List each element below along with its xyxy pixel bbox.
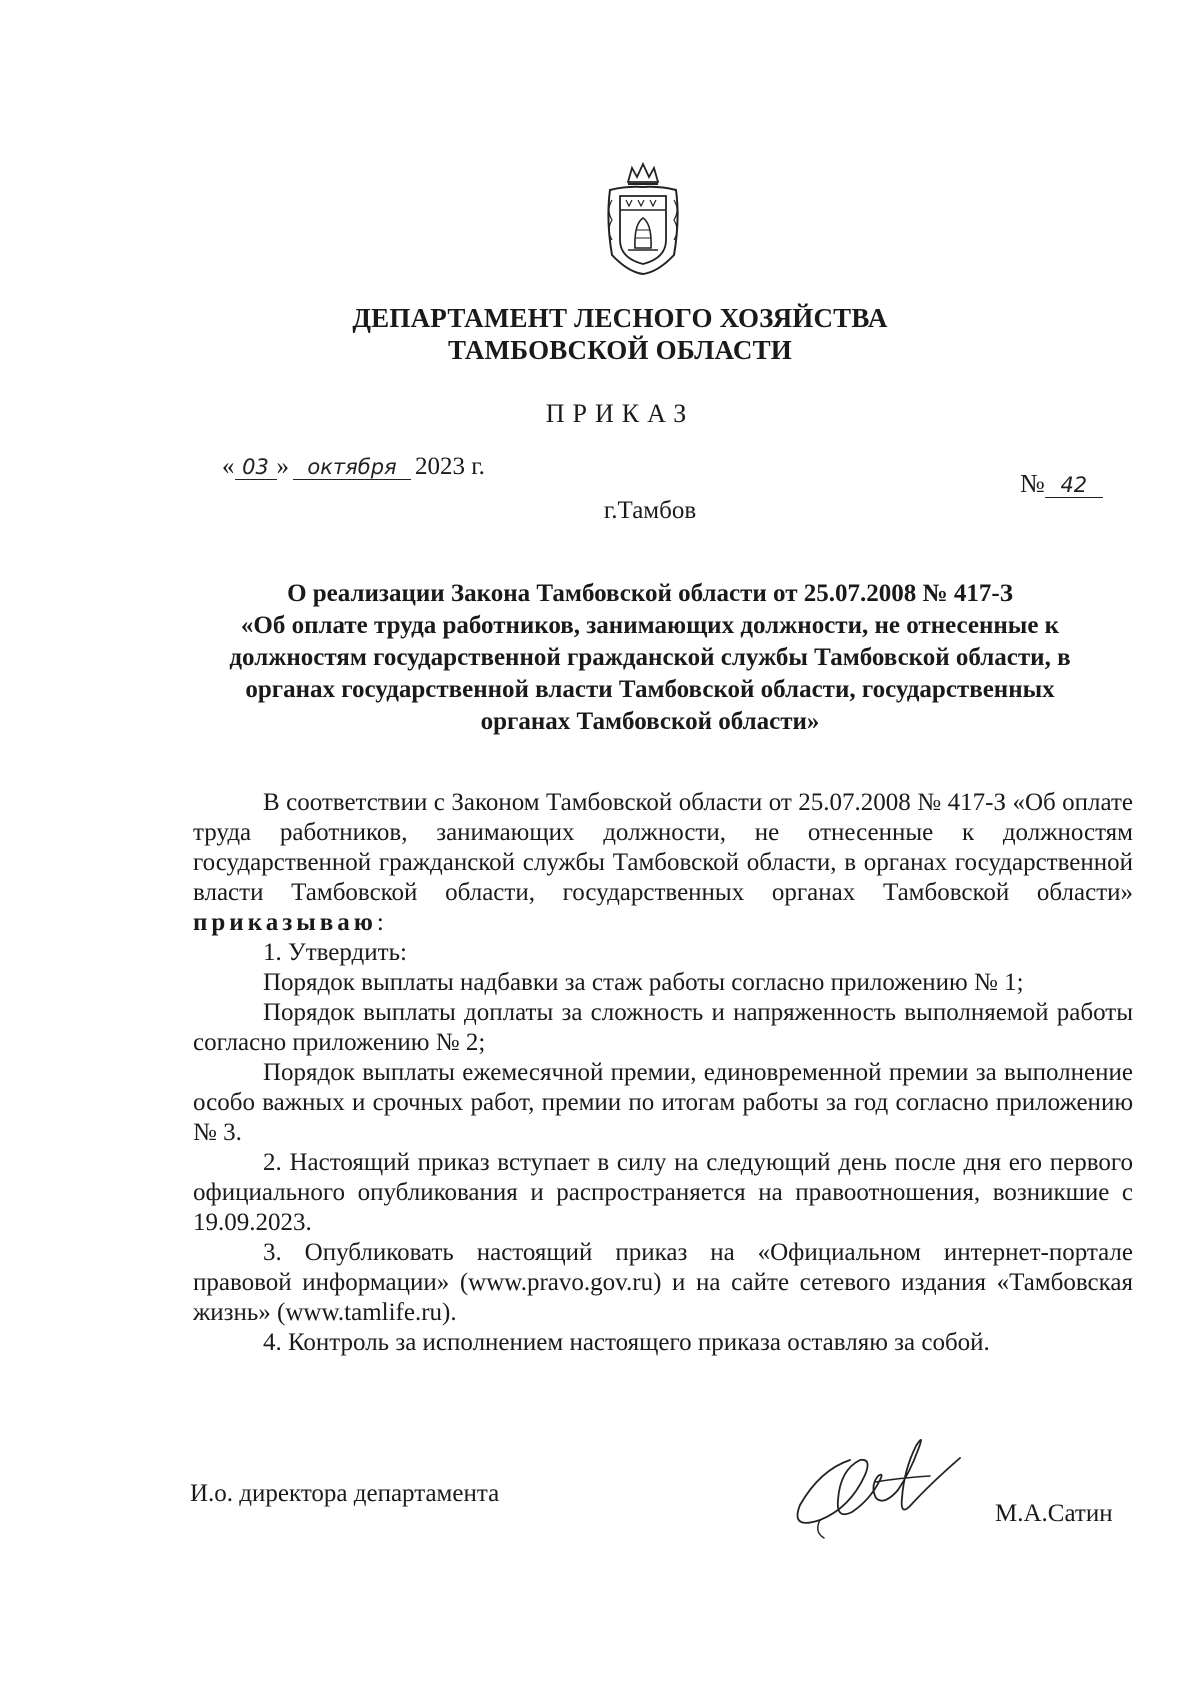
document-title <box>190 578 1110 738</box>
org-name-line2: ТАМБОВСКОЙ ОБЛАСТИ <box>447 335 793 365</box>
signatory-position: И.о. директора департамента <box>190 1480 500 1507</box>
title-line: органах государственной власти Тамбовской области, государственных <box>245 676 1055 703</box>
date-month: октября <box>293 455 411 480</box>
document-number <box>1020 469 1103 499</box>
item-3: 3. Опубликовать настоящий приказ на «Официальном интернет-портале правовой информации» (www.pravo.gov.ru) и на сайте сетевого издания «Тамбовская жизнь» (www.tamlife.ru). <box>193 1239 1133 1326</box>
signature-icon <box>780 1420 970 1540</box>
document-city: г.Тамбов <box>603 497 697 524</box>
date-open-quote: « <box>222 453 235 480</box>
order-colon: : <box>376 909 384 936</box>
title-line: органах Тамбовской области» <box>480 708 820 735</box>
item-1a: Порядок выплаты надбавки за стаж работы согласно приложению № 1; <box>263 969 1024 996</box>
date-day: 03 <box>235 455 277 480</box>
order-word: приказываю <box>193 909 377 936</box>
date-close-quote: » <box>276 453 289 480</box>
number-value: 42 <box>1045 473 1103 498</box>
item-1c: Порядок выплаты ежемесячной премии, единовременной премии за выполнение особо важных и срочных работ, премии по итогам работы за год согласно приложению № 3. <box>193 1059 1133 1146</box>
item-1b: Порядок выплаты доплаты за сложность и напряженность выполняемой работы согласно приложению № 2; <box>193 999 1133 1056</box>
item-2: 2. Настоящий приказ вступает в силу на следующий день после дня его первого официального опубликования и распространяется на правоотношения, возникшие с 19.09.2023. <box>193 1149 1133 1236</box>
title-line: О реализации Закона Тамбовской области от 25.07.2008 № 417-З <box>287 580 1013 607</box>
coat-of-arms-icon <box>598 160 688 278</box>
preamble-text: В соответствии с Законом Тамбовской области от 25.07.2008 № 417-З «Об оплате труда работников, занимающих должности, не отнесенные к должностям государственной гражданской службы Тамбовской области, в органах государственной власти Тамбовской области, государственных органах Тамбовской области» <box>193 789 1133 906</box>
signatory-name: М.А.Сатин <box>995 1500 1113 1527</box>
item-4: 4. Контроль за исполнением настоящего приказа оставляю за собой. <box>263 1329 990 1356</box>
number-label: № <box>1020 469 1045 498</box>
preamble-paragraph <box>193 788 1133 938</box>
title-line: должностям государственной гражданской службы Тамбовской области, в <box>229 644 1071 671</box>
date-year: 2023 г. <box>415 453 485 480</box>
title-line: «Об оплате труда работников, занимающих должности, не отнесенные к <box>240 612 1060 639</box>
org-name-line1: ДЕПАРТАМЕНТ ЛЕСНОГО ХОЗЯЙСТВА <box>352 303 888 333</box>
document-type: ПРИКАЗ <box>545 399 695 428</box>
document-date <box>222 453 485 481</box>
document-body <box>193 788 1133 1358</box>
item-1: 1. Утвердить: <box>263 939 407 966</box>
